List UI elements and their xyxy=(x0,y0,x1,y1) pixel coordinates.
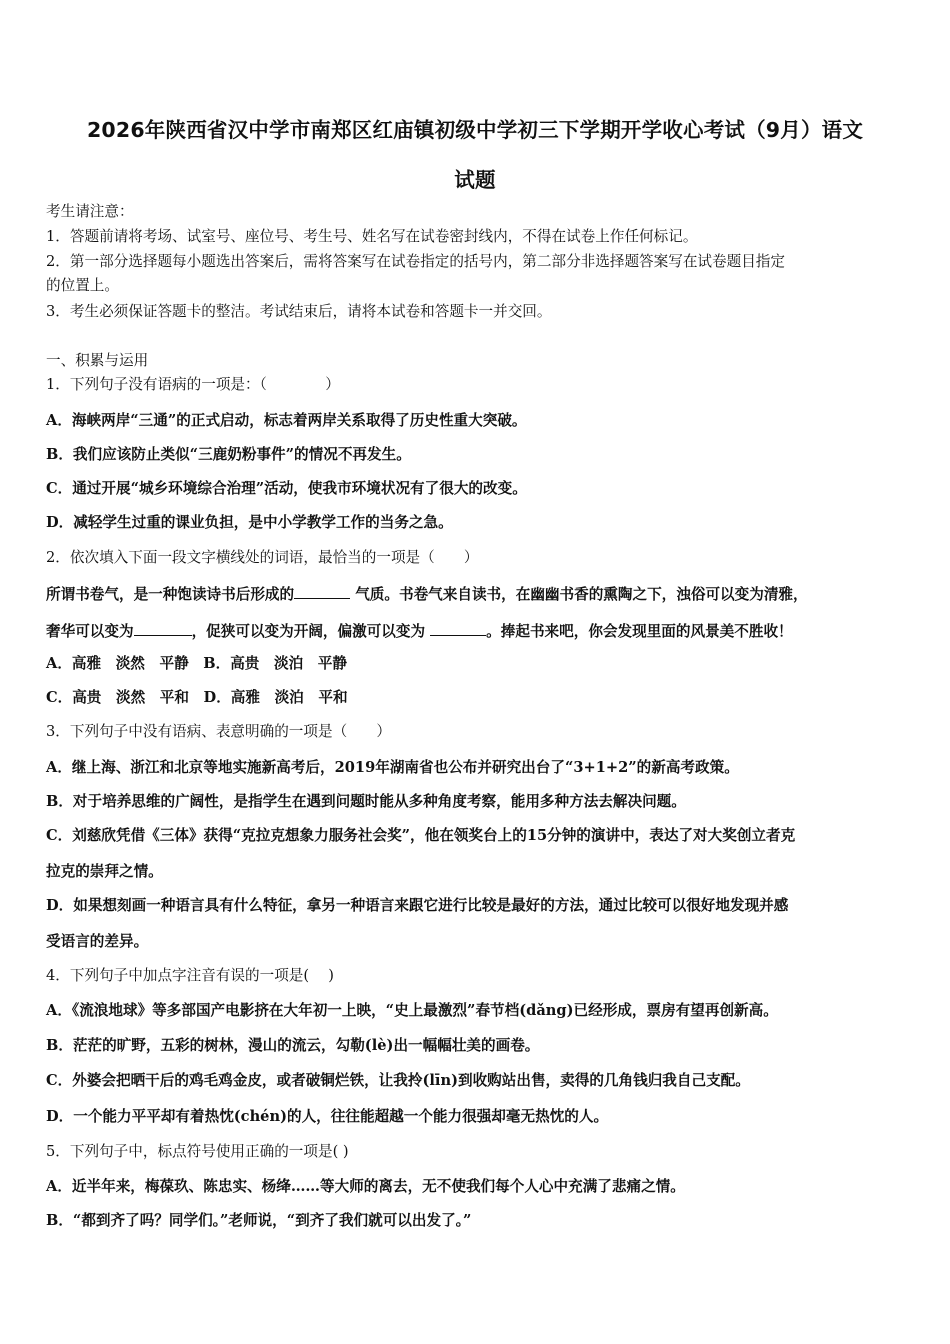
question-4-option-c: C．外婆会把晒干后的鸡毛鸡金皮，或者破铜烂铁，让我拎(līn)到收购站出售，卖得的几角钱归我自己支配。 xyxy=(46,1072,750,1089)
question-2-stem: 2．依次填入下面一段文字横线处的词语，最恰当的一项是（ ） xyxy=(46,549,479,566)
question-4-stem: 4．下列句子中加点字注音有误的一项是( ) xyxy=(46,967,335,984)
passage-text: 。捧起书来吧，你会发现里面的风景美不胜收！ xyxy=(486,623,793,640)
question-1-option-c: C．通过开展“城乡环境综合治理”活动，使我市环境状况有了很大的改变。 xyxy=(46,480,527,497)
section-heading: 一、积累与运用 xyxy=(46,352,149,369)
notice-item: 的位置上。 xyxy=(46,277,119,294)
question-4-option-d: D．一个能力平平却有着热忱(chén)的人，往往能超越一个能力很强却毫无热忱的人。 xyxy=(46,1108,609,1125)
passage-text: 奢华可以变为 xyxy=(46,623,134,640)
notice-item: 1．答题前请将考场、试室号、座位号、考生号、姓名写在试卷密封线内，不得在试卷上作任何标记。 xyxy=(46,228,698,245)
question-2-options-row-1: A．高雅 淡然 平静 B．高贵 淡泊 平静 xyxy=(46,655,347,672)
question-3-option-c: C．刘慈欣凭借《三体》获得“克拉克想象力服务社会奖”，他在领奖台上的15分钟的演讲中，表达了对大奖创立者克 xyxy=(46,827,796,844)
question-1-option-d: D．减轻学生过重的课业负担，是中小学教学工作的当务之急。 xyxy=(46,514,453,531)
question-1-stem: 1．下列句子没有语病的一项是：（ ） xyxy=(46,376,340,393)
question-1-option-a: A．海峡两岸“三通”的正式启动，标志着两岸关系取得了历史性重大突破。 xyxy=(46,412,527,429)
question-3-option-c-continued: 拉克的崇拜之情。 xyxy=(46,863,163,880)
question-1-option-b: B．我们应该防止类似“三鹿奶粉事件”的情况不再发生。 xyxy=(46,446,411,463)
notice-heading: 考生请注意： xyxy=(46,203,134,220)
fill-blank xyxy=(430,621,486,636)
question-3-option-b: B．对于培养思维的广阔性，是指学生在遇到问题时能从多种角度考察，能用多种方法去解决问题。 xyxy=(46,793,686,810)
question-5-option-b: B．“都到齐了吗？同学们。”老师说，“到齐了我们就可以出发了。” xyxy=(46,1212,472,1229)
passage-text: 气质。书卷气来自读书，在幽幽书香的熏陶之下，浊俗可以变为清雅， xyxy=(350,586,808,603)
page-title: 2026年陕西省汉中学市南郑区红庙镇初级中学初三下学期开学收心考试（9月）语文 xyxy=(86,118,864,142)
question-2-passage-line-2 xyxy=(46,621,916,642)
question-3-stem: 3．下列句子中没有语病、表意明确的一项是（ ） xyxy=(46,723,391,740)
fill-blank xyxy=(294,584,350,599)
notice-item: 2．第一部分选择题每小题选出答案后，需将答案写在试卷指定的括号内，第二部分非选择题答案写在试卷题目指定 xyxy=(46,253,785,270)
fill-blank xyxy=(134,621,192,636)
question-3-option-a: A．继上海、浙江和北京等地实施新高考后，2019年湖南省也公布并研究出台了“3+1+2”的新高考政策。 xyxy=(46,759,739,776)
passage-text: ，促狭可以变为开阔，偏激可以变为 xyxy=(191,623,431,640)
question-4-option-a: A．《流浪地球》等多部国产电影挤在大年初一上映，“史上最激烈”春节档(dǎng)已经形成，票房有望再创新高。 xyxy=(46,1002,778,1019)
question-3-option-d-continued: 受语言的差异。 xyxy=(46,933,149,950)
question-5-option-a: A．近半年来，梅葆玖、陈忠实、杨绛……等大师的离去，无不使我们每个人心中充满了悲痛之情。 xyxy=(46,1178,685,1195)
passage-text: 所谓书卷气，是一种饱读诗书后形成的 xyxy=(46,586,295,603)
question-3-option-d: D．如果想刻画一种语言具有什么特征，拿另一种语言来跟它进行比较是最好的方法，通过比较可以很好地发现并感 xyxy=(46,897,789,914)
question-2-options-row-2: C．高贵 淡然 平和 D．高雅 淡泊 平和 xyxy=(46,689,348,706)
question-4-option-b: B．茫茫的旷野，五彩的树林，漫山的流云，勾勒(lè)出一幅幅壮美的画卷。 xyxy=(46,1037,540,1054)
page-title-continued: 试题 xyxy=(454,168,496,192)
question-2-passage-line-1 xyxy=(46,584,916,605)
question-5-stem: 5．下列句子中，标点符号使用正确的一项是( ) xyxy=(46,1143,349,1160)
notice-item: 3．考生必须保证答题卡的整洁。考试结束后，请将本试卷和答题卡一并交回。 xyxy=(46,303,552,320)
